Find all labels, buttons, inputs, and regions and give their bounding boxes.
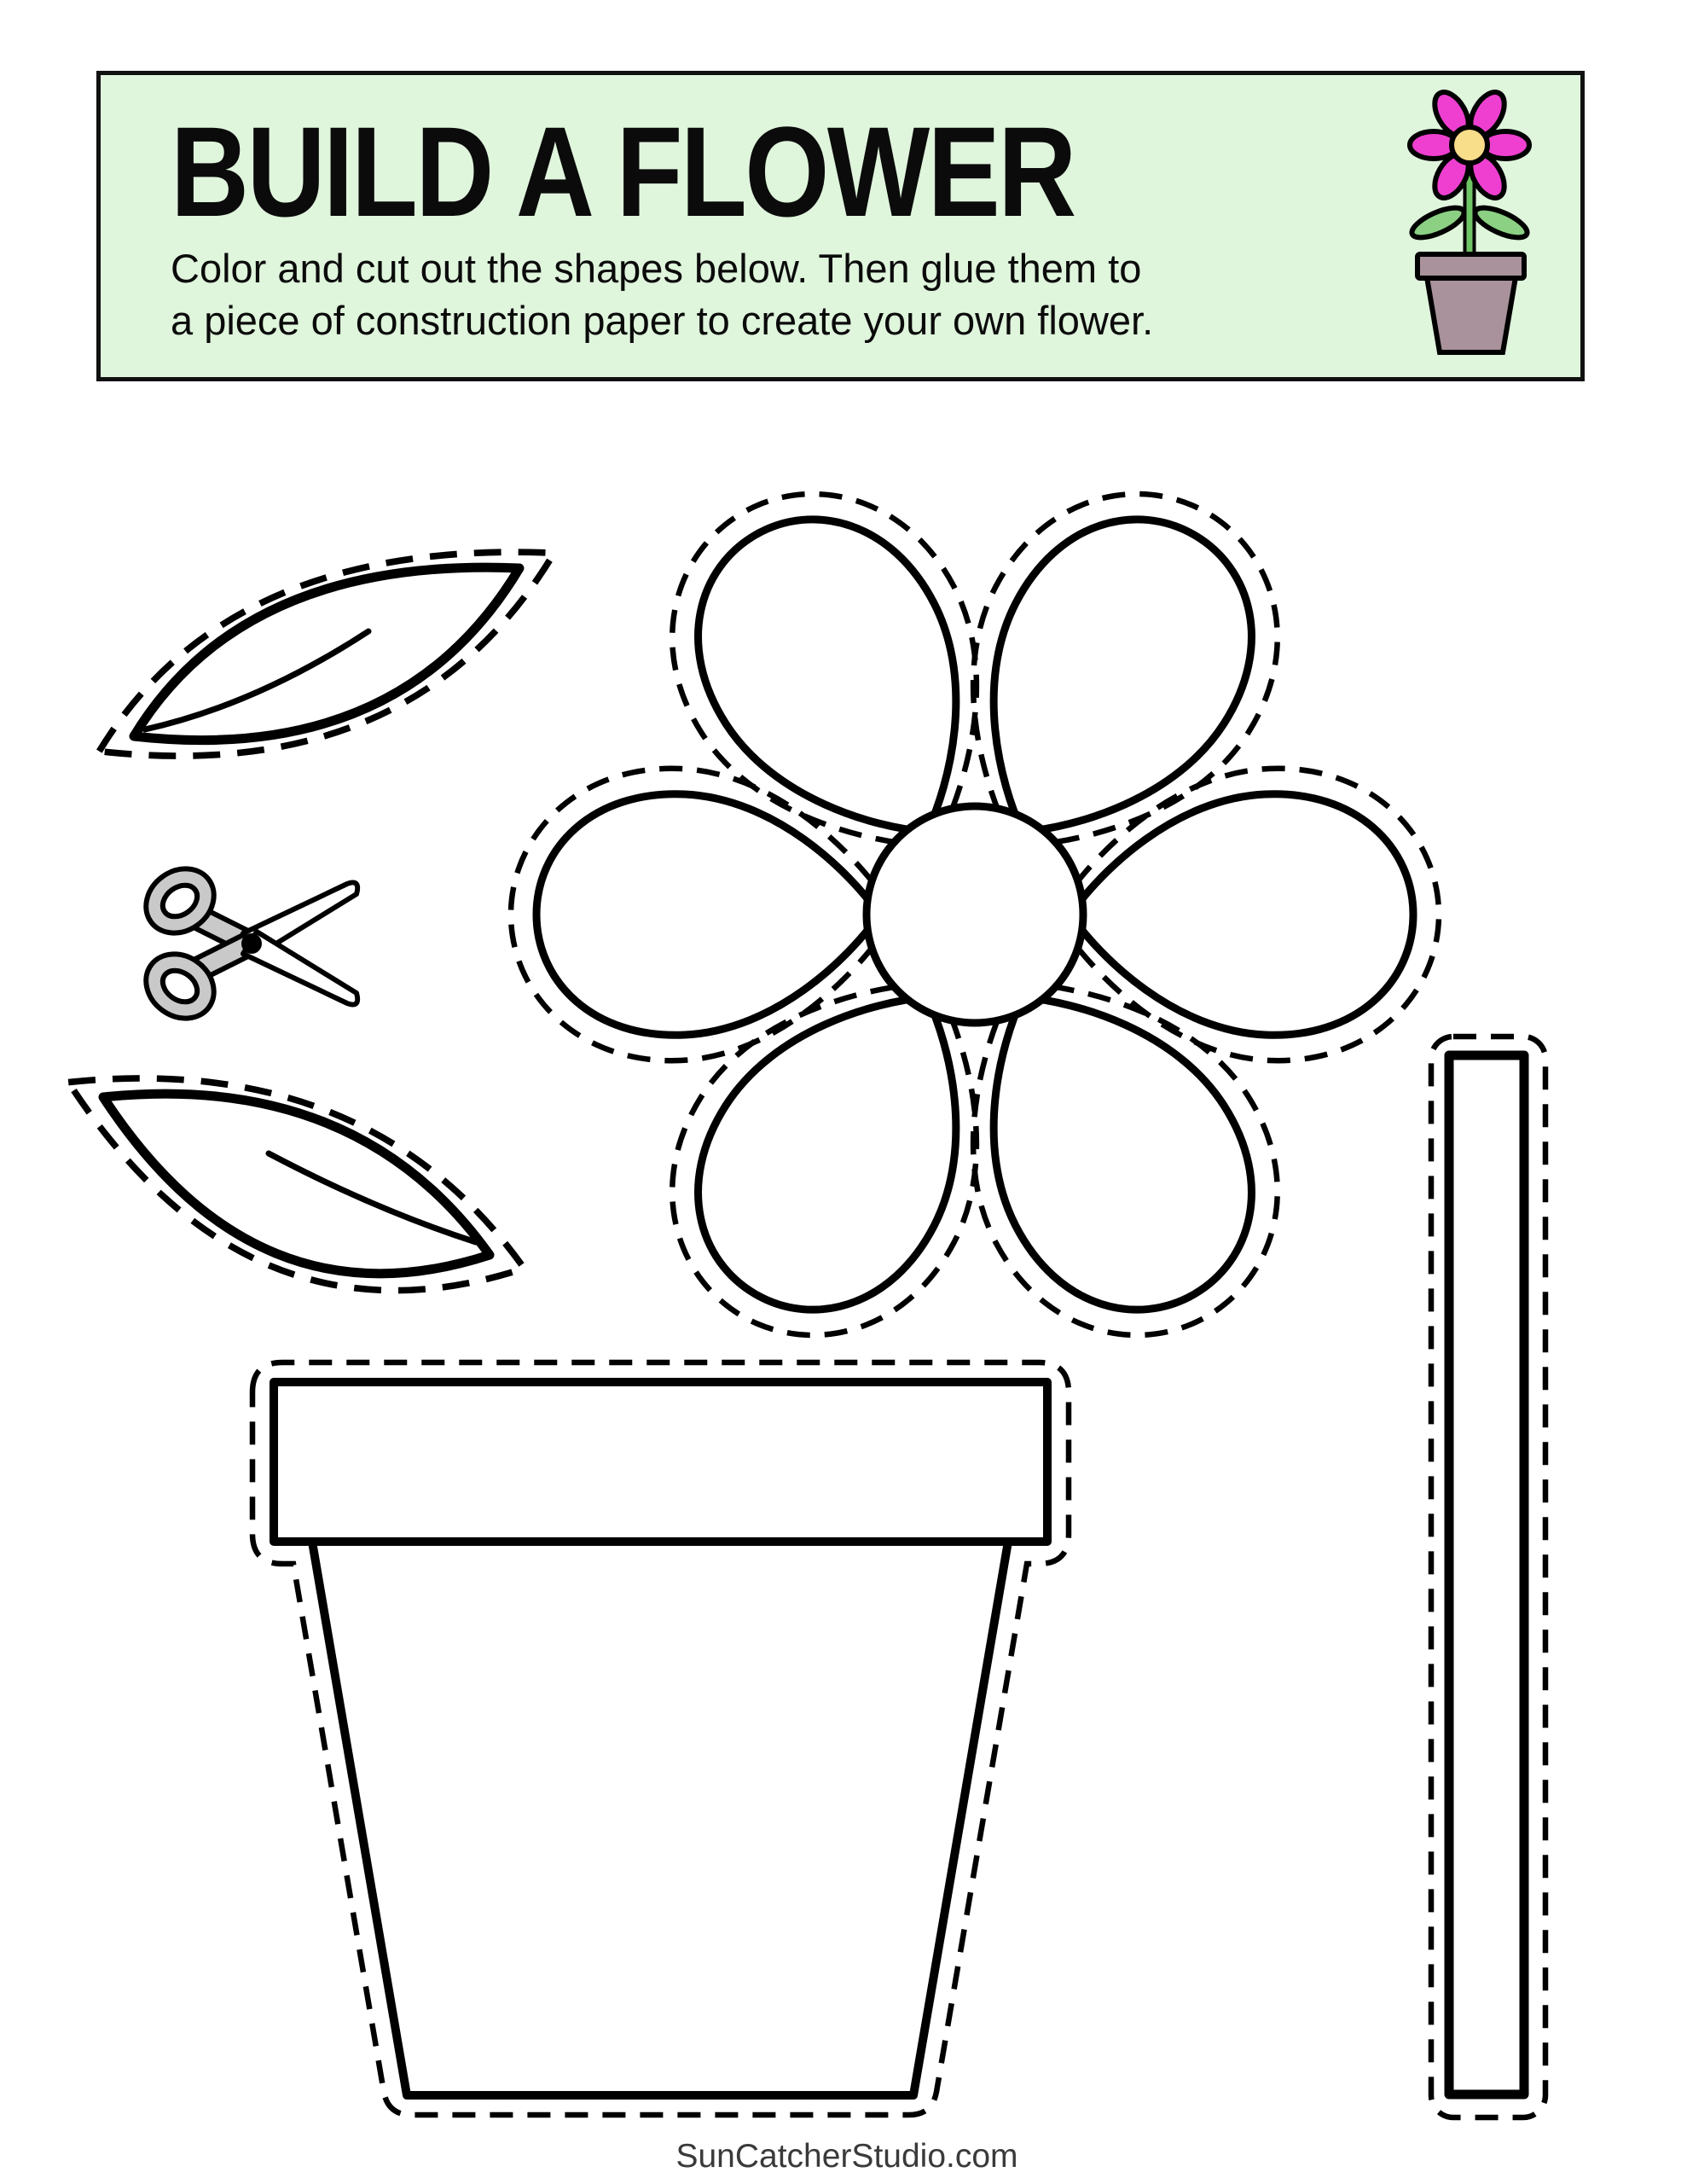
flower-template xyxy=(511,439,1439,1389)
instructions-line2: a piece of construction paper to create your own flower. xyxy=(171,298,1154,343)
leaf-bottom-outline xyxy=(103,1094,490,1274)
flower-center xyxy=(867,806,1083,1023)
stem-cutline xyxy=(1431,1037,1545,2117)
leaf-top-cutline xyxy=(99,552,554,756)
leaf-template-bottom xyxy=(68,1078,525,1291)
pot-cutline xyxy=(252,1362,1069,2115)
pot-body-outline xyxy=(312,1542,1008,2095)
pot-template xyxy=(252,1362,1069,2115)
leaf-top-outline xyxy=(134,567,519,740)
leaf-bottom-cutline xyxy=(68,1078,525,1291)
scissors-icon xyxy=(133,856,357,1031)
leaf-top-vein xyxy=(145,631,368,729)
flower-petals xyxy=(536,474,1413,1355)
leaf-template-top xyxy=(99,552,554,756)
leaf-bottom-vein xyxy=(269,1153,476,1242)
footer-site-text: SunCatcherStudio.com xyxy=(675,2138,1018,2175)
stem-outline xyxy=(1449,1055,1524,2094)
page-title: BUILD A FLOWER xyxy=(171,100,1075,243)
pot-rim-outline xyxy=(274,1382,1047,1542)
instructions-line1: Color and cut out the shapes below. Then glue them to xyxy=(171,246,1142,291)
instructions-text xyxy=(171,242,1153,346)
flower-cutline xyxy=(511,439,1439,1389)
header-banner xyxy=(96,71,1585,381)
stem-template xyxy=(1431,1037,1545,2117)
